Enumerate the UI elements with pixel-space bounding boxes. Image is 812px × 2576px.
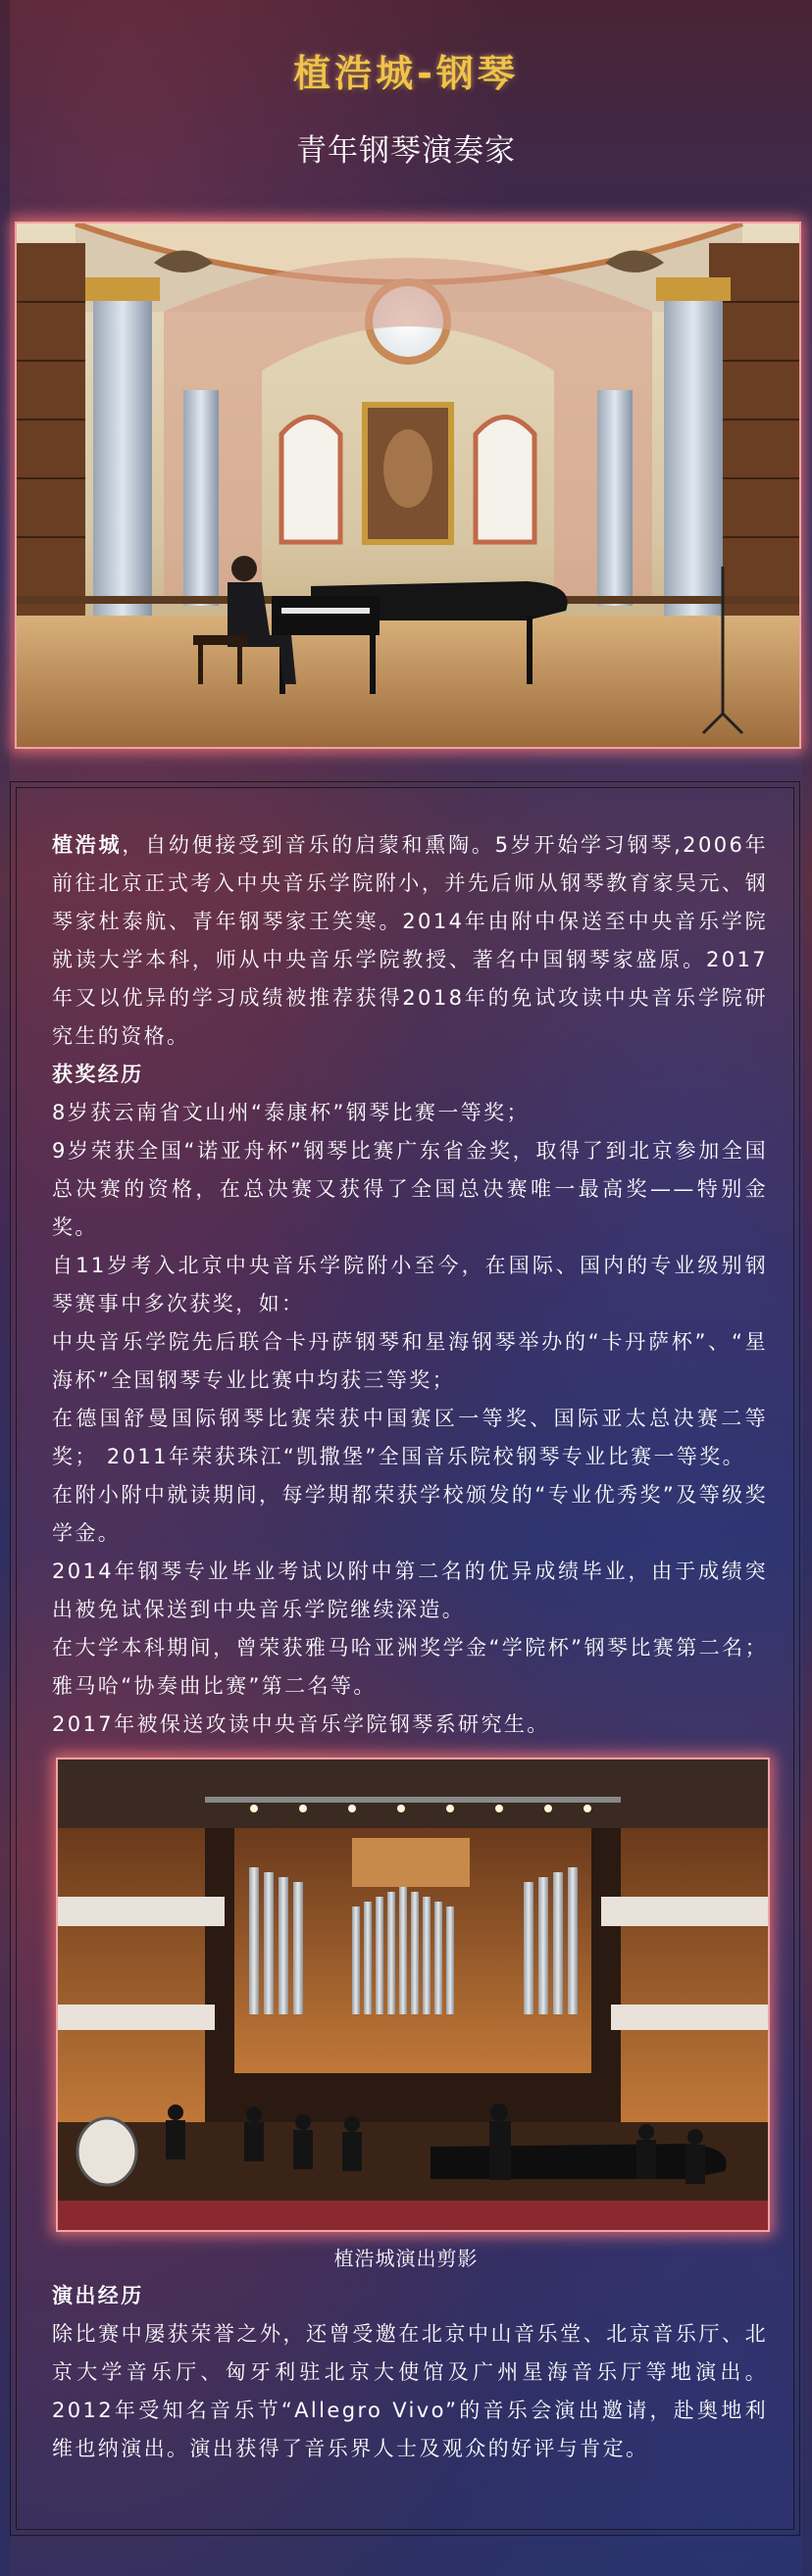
performance-heading: 演出经历 [52, 2284, 144, 2307]
award-item: 在大学本科期间，曾荣获雅马哈亚洲奖学金“学院杯”钢琴比赛第二名；雅马哈“协奏曲比赛”第二名等。 [52, 1636, 768, 1698]
award-item: 8岁获云南省文山州“泰康杯”钢琴比赛一等奖； [52, 1101, 530, 1124]
intro-paragraph [52, 826, 768, 1056]
hall-photo-illustration [17, 223, 799, 747]
intro-text: ，自幼便接受到音乐的启蒙和熏陶。5岁开始学习钢琴,2006年前往北京正式考入中央音乐学院附小，并先后师从钢琴教育家吴元、钢琴家杜泰航、青年钢琴家王笑寒。2014年由附中保送至中央音乐学院就读大学本科，师从中央音乐学院教授、著名中国钢琴家盛原。2017年又以优异的学习成绩被推荐获得2018年的免试攻读中央音乐学院研究生的资格。 [52, 833, 768, 1048]
concert-photo-illustration [58, 1759, 768, 2230]
award-item: 2017年被保送攻读中央音乐学院钢琴系研究生。 [52, 1712, 550, 1736]
award-item: 9岁荣获全国“诺亚舟杯”钢琴比赛广东省金奖，取得了到北京参加全国总决赛的资格，在总决赛又获得了全国总决赛唯一最高奖——特别金奖。 [52, 1139, 768, 1239]
photo-caption: 植浩城演出剪影 [333, 2247, 479, 2270]
artist-name: 植浩城 [52, 833, 123, 857]
award-item: 自11岁考入北京中央音乐学院附小至今，在国际、国内的专业级别钢琴赛事中多次获奖，如： [52, 1254, 768, 1315]
award-item: 在德国舒曼国际钢琴比赛荣获中国赛区一等奖、国际亚太总决赛二等奖； 2011年荣获珠江“凯撒堡”全国音乐院校钢琴专业比赛一等奖。 [52, 1407, 768, 1468]
award-item: 在附小附中就读期间，每学期都荣获学校颁发的“专业优秀奖”及等级奖学金。 [52, 1483, 768, 1545]
hall-piano-photo [15, 222, 801, 749]
performance-section [52, 2277, 768, 2468]
biography-section [52, 826, 768, 1744]
performance-text: 除比赛中屡获荣誉之外，还曾受邀在北京中山音乐堂、北京音乐厅、北京大学音乐厅、匈牙利驻北京大使馆及广州星海音乐厅等地演出。2012年受知名音乐节“Allegro Vivo”的音乐会演出邀请，赴奥地利维也纳演出。演出获得了音乐界人士及观众的好评与肯定。 [52, 2322, 768, 2460]
awards-heading: 获奖经历 [52, 1063, 144, 1086]
award-item: 2014年钢琴专业毕业考试以附中第二名的优异成绩毕业，由于成绩突出被免试保送到中央音乐学院继续深造。 [52, 1560, 768, 1621]
page-subtitle: 青年钢琴演奏家 [296, 133, 516, 169]
award-item: 中央音乐学院先后联合卡丹萨钢琴和星海钢琴举办的“卡丹萨杯”、“星海杯”全国钢琴专业比赛中均获三等奖； [52, 1330, 768, 1392]
page-title: 植浩城-钢琴 [293, 52, 519, 95]
page [10, 0, 802, 2576]
concert-photo [56, 1758, 770, 2232]
